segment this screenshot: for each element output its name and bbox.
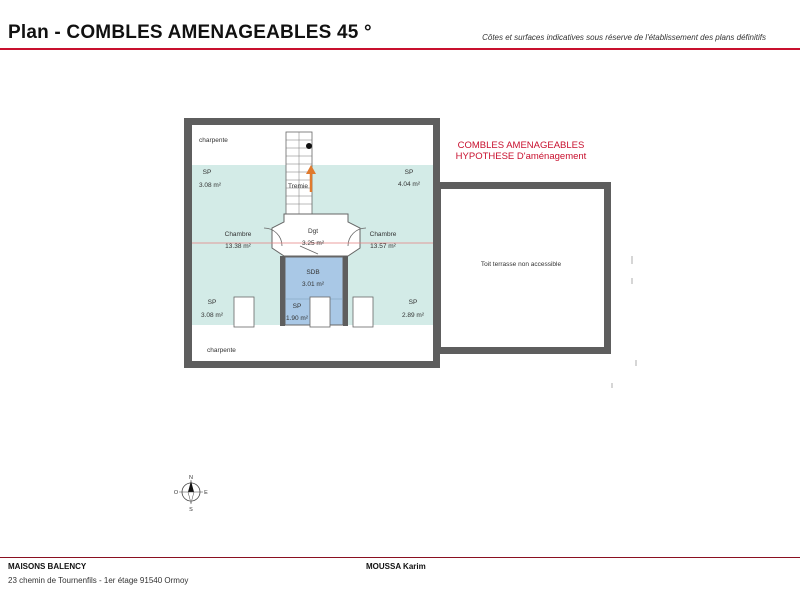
disclaimer-note: Côtes et surfaces indicatives sous réserve de l'établissement des plans définitifs xyxy=(482,33,766,42)
sp-bottom-left-area: 3.08 m² xyxy=(200,312,224,319)
charpente-bottom-label: charpente xyxy=(207,347,236,354)
partition-right xyxy=(343,256,348,326)
sdb-label: SDB xyxy=(306,269,320,276)
compass-n: N xyxy=(189,475,193,481)
compass-o: O xyxy=(173,490,179,496)
corridor-dgt xyxy=(272,214,360,256)
stair-newel xyxy=(306,143,312,149)
sp-top-left-area: 3.08 m² xyxy=(198,182,222,189)
sp-bottom-right-area: 2.89 m² xyxy=(401,312,425,319)
page-title: Plan - COMBLES AMENAGEABLES 45 ° xyxy=(8,22,372,43)
terrace-interior xyxy=(441,189,604,347)
roof-window-right xyxy=(353,297,373,327)
compass-s: S xyxy=(189,507,193,513)
dgt-area: 3.25 m² xyxy=(301,240,325,247)
client-name: MOUSSA Karim xyxy=(366,562,426,571)
sdb-area: 3.01 m² xyxy=(301,281,325,288)
sp-bottom-mid-label: SP xyxy=(292,303,302,310)
company-name: MAISONS BALENCY xyxy=(8,562,87,571)
chambre-left-area: 13.38 m² xyxy=(225,243,251,250)
annotation-line2: HYPOTHESE D'aménagement xyxy=(455,151,587,162)
terrace-label: Toit terrasse non accessible xyxy=(480,261,562,268)
roof-window-mid xyxy=(310,297,330,327)
company-address: 23 chemin de Tournenfils - 1er étage 91540 Ormoy xyxy=(8,576,189,585)
dgt-label: Dgt xyxy=(307,228,319,235)
chambre-right-label: Chambre xyxy=(369,231,397,238)
sp-bottom-left-label: SP xyxy=(207,299,217,306)
chambre-left-label: Chambre xyxy=(224,231,252,238)
sp-top-right-label: SP xyxy=(404,169,414,176)
sp-bottom-right-label: SP xyxy=(408,299,418,306)
tremie-label: Tremie xyxy=(288,183,308,190)
annotation-line1: COMBLES AMENAGEABLES xyxy=(457,140,585,151)
roof-window-left xyxy=(234,297,254,327)
partition-left xyxy=(280,256,285,326)
sp-bottom-mid-area: 1.90 m² xyxy=(285,315,309,322)
sp-top-right-area: 4.04 m² xyxy=(397,181,421,188)
compass-icon xyxy=(174,475,208,513)
chambre-right-area: 13.57 m² xyxy=(370,243,396,250)
sp-top-left-label: SP xyxy=(202,169,212,176)
footer-divider xyxy=(0,557,800,558)
compass-e: E xyxy=(204,490,208,496)
charpente-top-label: charpente xyxy=(199,137,228,144)
